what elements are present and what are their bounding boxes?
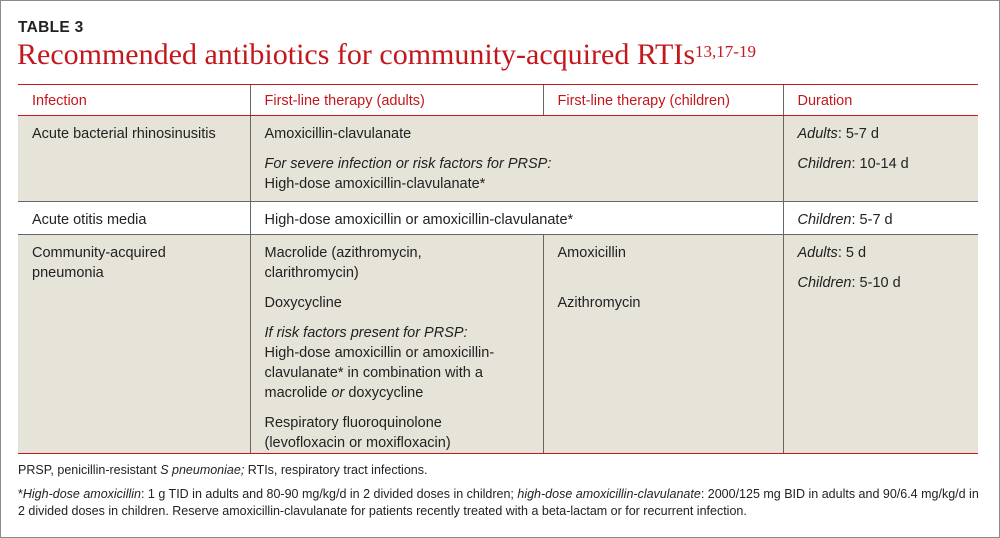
- therapy-option-3: High-dose amoxicillin or amoxicillin-clavulanate* in combination with a macrolide or doxycycline: [264, 345, 495, 401]
- therapy-note-heading: If risk factors present for PRSP:: [264, 325, 468, 341]
- table-row: [18, 235, 978, 454]
- antibiotics-table: [18, 84, 978, 454]
- col-header-infection: Infection: [18, 85, 250, 116]
- table-header-row: [18, 85, 978, 116]
- table-title: [17, 33, 756, 77]
- cell-therapy-children: [543, 235, 783, 454]
- title-references: 13,17-19: [695, 42, 756, 61]
- duration-children: Children: 5-7 d: [797, 212, 893, 228]
- therapy-option-2: Doxycycline: [264, 295, 342, 311]
- cell-infection: [18, 116, 250, 202]
- therapy-main: Amoxicillin-clavulanate: [264, 126, 412, 142]
- table-title-text: Recommended antibiotics for community-acquired RTIs: [17, 38, 696, 71]
- children-option-2: Azithromycin: [557, 295, 641, 311]
- cell-duration: [783, 235, 978, 454]
- cell-duration: [783, 116, 978, 202]
- infection-name: Acute bacterial rhinosinusitis: [32, 126, 216, 142]
- therapy-option-1: Macrolide (azithromycin, clarithromycin): [264, 245, 422, 281]
- therapy-note-heading: For severe infection or risk factors for PRSP:: [264, 156, 552, 172]
- cell-therapy: [250, 202, 783, 235]
- infection-name: Acute otitis media: [32, 212, 147, 228]
- therapy-note: High-dose amoxicillin-clavulanate*: [264, 176, 486, 192]
- dosing-footnote: *High-dose amoxicillin: 1 g TID in adults and 80-90 mg/kg/d in 2 divided doses in children; high-dose amoxicillin-clavulanate: 2000/125 mg BID in adults and 90/6.4 mg/kg/d in 2 divided doses in children. Reserve amoxicillin-clavulanate for patients recently treated with a beta-lactam or for recurrent infection.: [18, 487, 979, 518]
- cell-therapy-adults: [250, 235, 543, 454]
- cell-therapy: [250, 116, 783, 202]
- col-header-duration: Duration: [783, 85, 978, 116]
- therapy-main: High-dose amoxicillin or amoxicillin-clavulanate*: [264, 212, 574, 228]
- duration-children: Children: 5-10 d: [797, 275, 901, 291]
- infection-name: Community-acquired pneumonia: [32, 245, 166, 281]
- table-label: TABLE 3: [18, 19, 84, 36]
- duration-children: Children: 10-14 d: [797, 156, 909, 172]
- col-header-adults: First-line therapy (adults): [250, 85, 543, 116]
- duration-adults: Adults: 5 d: [797, 245, 867, 261]
- cell-duration: [783, 202, 978, 235]
- therapy-option-4: Respiratory fluoroquinolone (levofloxacin or moxifloxacin): [264, 415, 451, 451]
- duration-adults: Adults: 5-7 d: [797, 126, 879, 142]
- cell-infection: [18, 202, 250, 235]
- children-option-1: Amoxicillin: [557, 245, 626, 261]
- col-header-children: First-line therapy (children): [543, 85, 783, 116]
- table-row: [18, 202, 978, 235]
- abbreviations-footnote: PRSP, penicillin-resistant S pneumoniae; RTIs, respiratory tract infections.: [18, 463, 428, 477]
- table-row: [18, 116, 978, 202]
- cell-infection: [18, 235, 250, 454]
